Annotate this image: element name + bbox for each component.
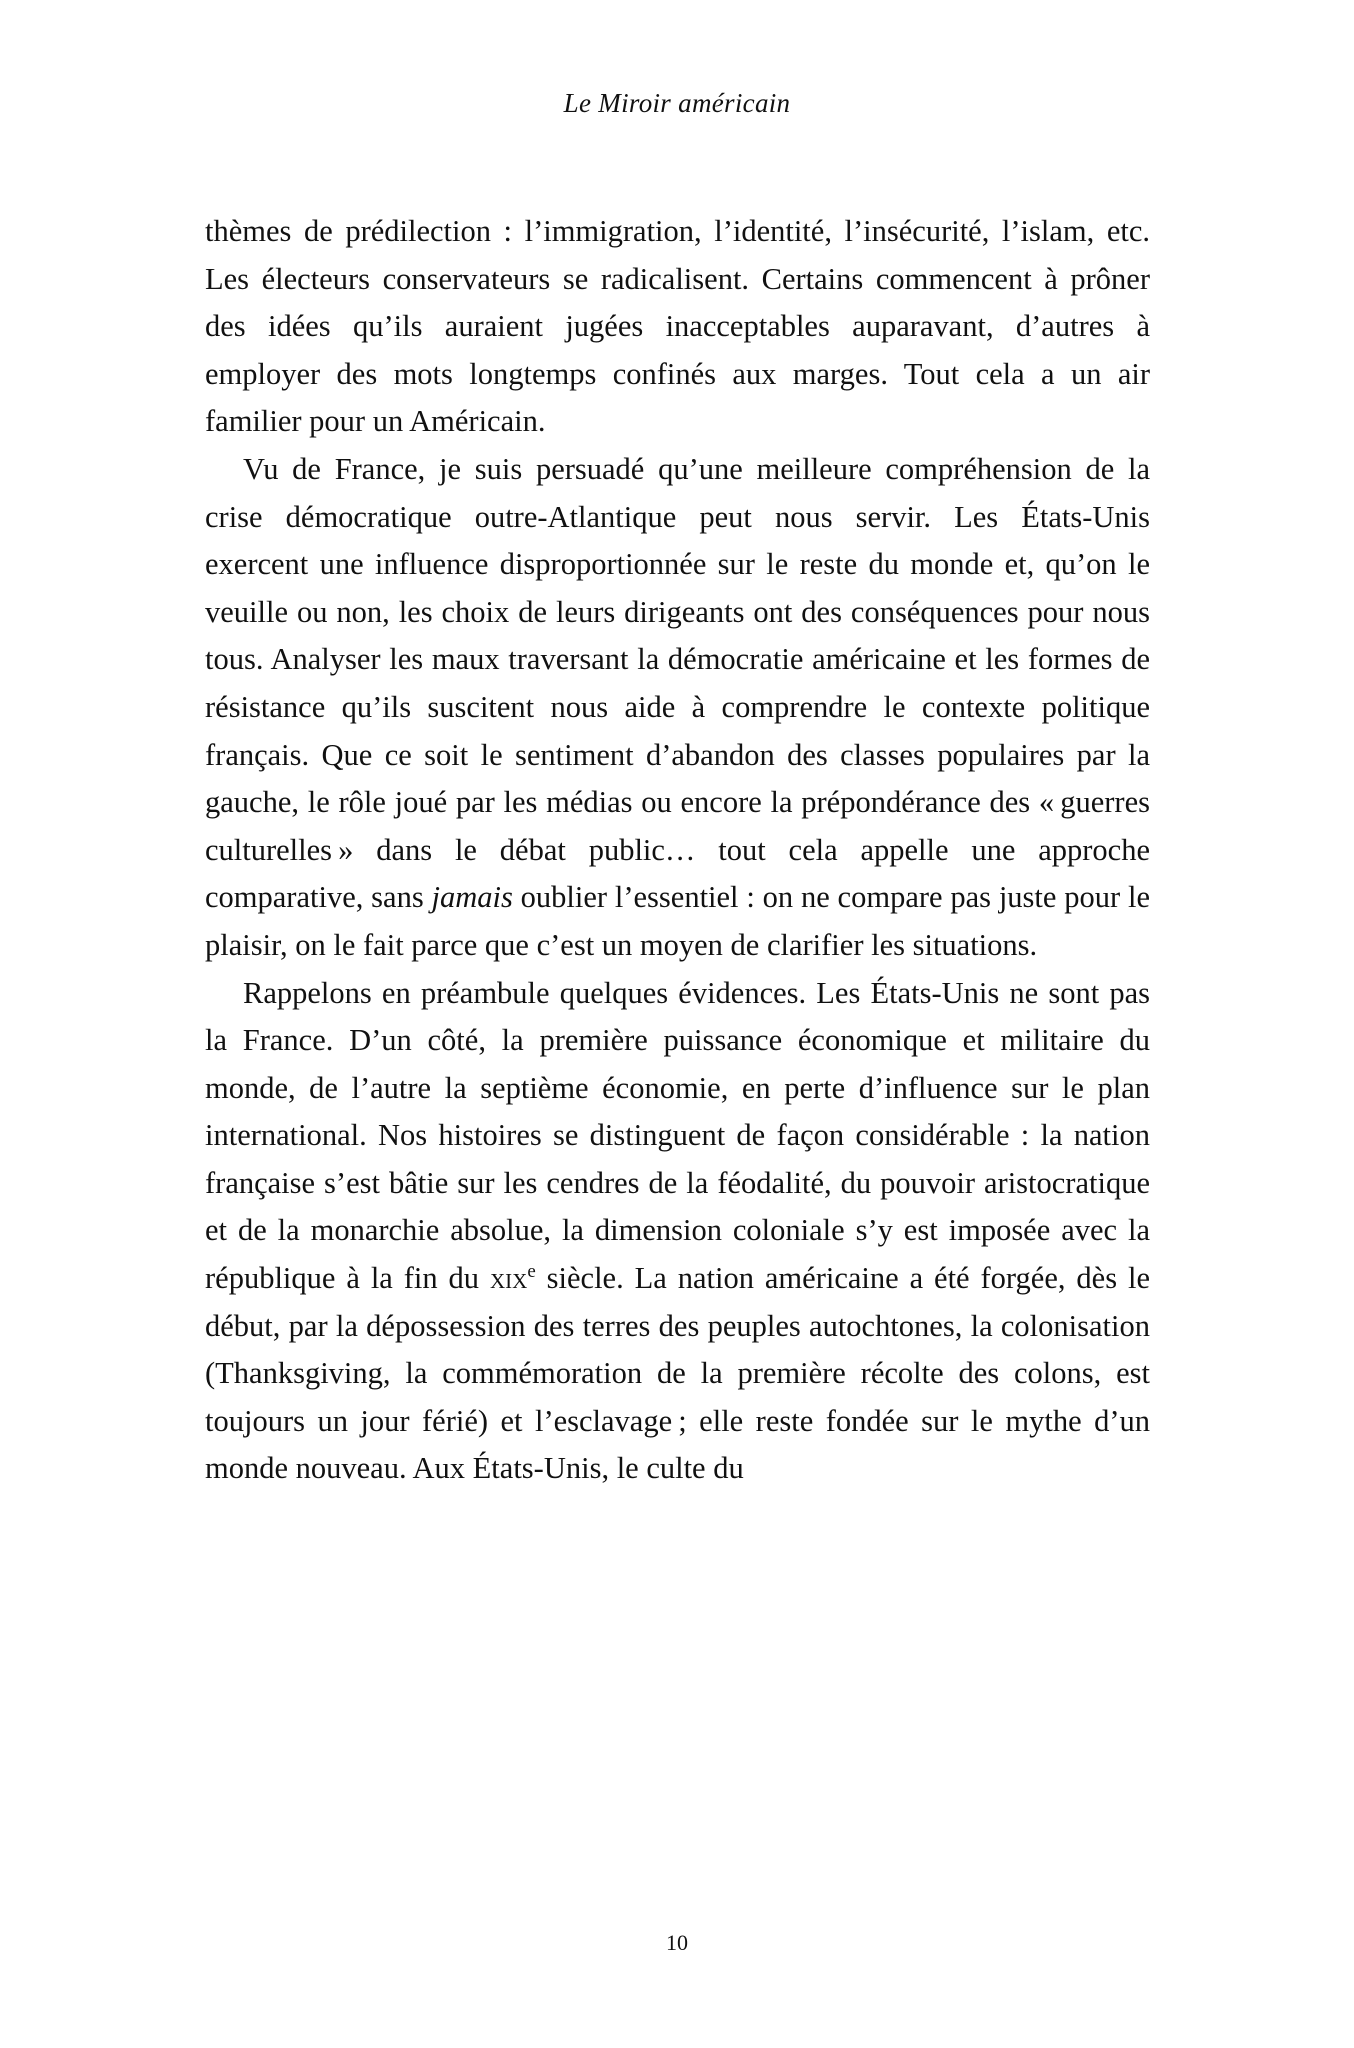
ordinal-suffix: e bbox=[527, 1260, 536, 1282]
body-text bbox=[205, 208, 1150, 1493]
emphasis-jamais: jamais bbox=[431, 880, 513, 915]
running-head: Le Miroir américain bbox=[563, 88, 791, 118]
century-smallcaps: xix bbox=[490, 1261, 528, 1296]
paragraph-3: Rappelons en préambule quelques évidences. Les États-Unis ne sont pas la France. D’un côté, la première puissance économique et militaire du monde, de l’autre la septième économie, en perte d’influence sur le plan international. Nos histoires se distinguent de façon considérable : la nation française s’est bâtie sur les cendres de la féodalité, du pouvoir aristocratique et de la monarchie absolue, la dimension coloniale s’y est imposée avec la république à la fin du xix$^e$ siècle. La nation américaine a été forgée, dès le début, par la dépossession des terres des peuples autochtones, la colonisation (Thanksgiving, la commémoration de la première récolte des colons, est toujours un jour férié) et l’esclavage ; elle reste fondée sur le mythe d’un monde nouveau. Aux États-Unis, le culte du bbox=[205, 975, 1150, 1486]
paragraph-2: Vu de France, je suis persuadé qu’une meilleure compréhension de la crise démocratique outre-Atlantique peut nous servir. Les États-Unis exercent une influence disproportionnée sur le reste du monde et, qu’on le veuille ou non, les choix de leurs dirigeants ont des conséquences pour nous tous. Analyser les maux traversant la démocratie américaine et les formes de résistance qu’ils suscitent nous aide à comprendre le contexte politique français. Que ce soit le sentiment d’abandon des classes populaires par la gauche, le rôle joué par les médias ou encore la prépondérance des « guerres culturelles » dans le débat public… tout cela appelle une approche comparative, sans jamais oublier l’essentiel : on ne compare pas juste pour le plaisir, on le fait parce que c’est un moyen de clarifier les situations. bbox=[205, 451, 1150, 962]
page-number: 10 bbox=[666, 1930, 688, 1955]
paragraph-1: thèmes de prédilection : l’immigration, l’identité, l’insécurité, l’islam, etc. Les électeurs conservateurs se radicalisent. Certains commencent à prôner des idées qu’ils auraient jugées inacceptables auparavant, d’autres à employer des mots longtemps confinés aux marges. Tout cela a un air familier pour un Américain. bbox=[205, 214, 1150, 439]
